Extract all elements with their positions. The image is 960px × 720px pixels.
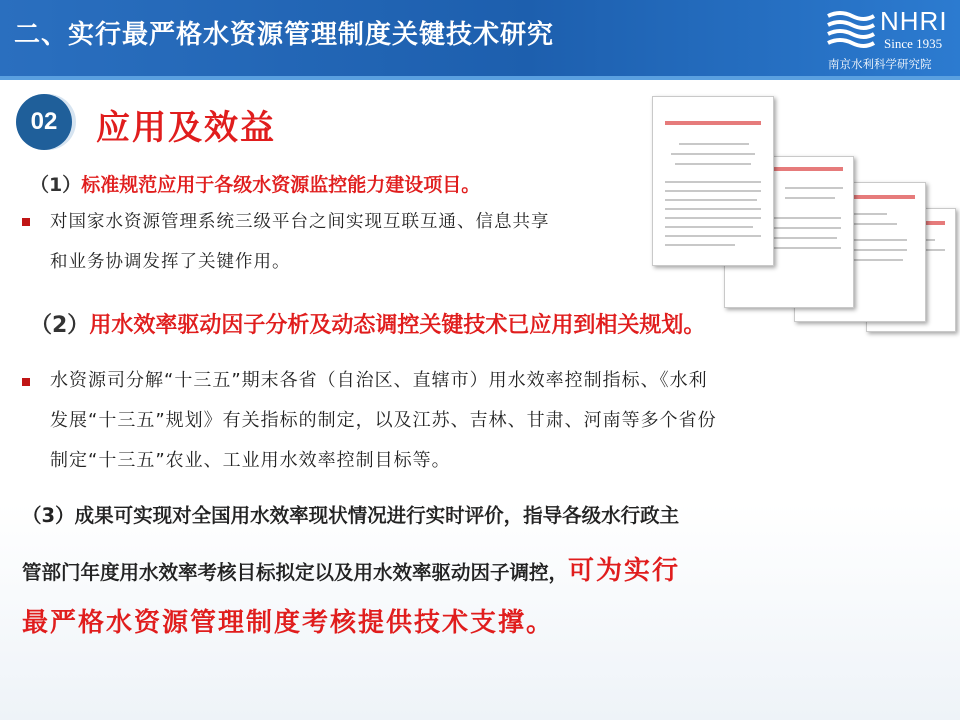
item1-line-1: 对国家水资源管理系统三级平台之间实现互联互通、信息共享: [50, 212, 550, 232]
item3-line-2: [22, 550, 680, 587]
item1-number: （1）: [30, 174, 82, 196]
item2-number: （2）: [30, 313, 90, 338]
item3-line-3: [22, 602, 554, 639]
section-number: 02: [30, 108, 58, 135]
header-bar: [0, 0, 960, 80]
item1-bullet-text: [50, 202, 550, 282]
section-title: 应用及效益: [96, 108, 276, 148]
item2-line-1: 水资源司分解“十三五”期末各省（自治区、直辖市）用水效率控制指标、《水利: [50, 370, 708, 391]
item3-line-2-text: 管部门年度用水效率考核目标拟定以及用水效率驱动因子调控，: [22, 561, 569, 584]
item1-line-2: 和业务协调发挥了关键作用。: [50, 252, 291, 272]
logo-letters: NHRI: [880, 6, 948, 36]
item2-bullet-text: [50, 361, 717, 481]
item2-line-2: 发展“十三五”规划》有关指标的制定，以及江苏、吉林、甘肃、河南等多个省份: [50, 410, 717, 431]
slide-title: 二、实行最严格水资源管理制度关键技术研究: [14, 20, 555, 50]
waves-icon: [826, 8, 876, 52]
nhri-logo: [824, 4, 952, 74]
item3-line-3-highlight: 最严格水资源管理制度考核提供技术支撑。: [22, 608, 555, 638]
item2-heading-text: 用水效率驱动因子分析及动态调控关键技术已应用到相关规划。: [89, 313, 706, 338]
item2-heading: [30, 308, 705, 339]
square-bullet-icon: [22, 218, 30, 226]
logo-institute: 南京水利科学研究院: [828, 57, 932, 71]
header-underline: [0, 76, 960, 80]
item1-heading: [30, 170, 480, 197]
logo-since: Since 1935: [884, 36, 943, 51]
item2-line-3: 制定“十三五”农业、工业用水效率控制目标等。: [50, 450, 451, 471]
item3-line-2-highlight: 可为实行: [568, 556, 681, 586]
item3-line-1: （3）成果可实现对全国用水效率现状情况进行实时评价，指导各级水行政主: [22, 504, 680, 527]
section-number-badge: [14, 92, 82, 152]
square-bullet-icon: [22, 378, 30, 386]
document-page-1: [652, 96, 774, 266]
item1-heading-text: 标准规范应用于各级水资源监控能力建设项目。: [81, 174, 481, 196]
